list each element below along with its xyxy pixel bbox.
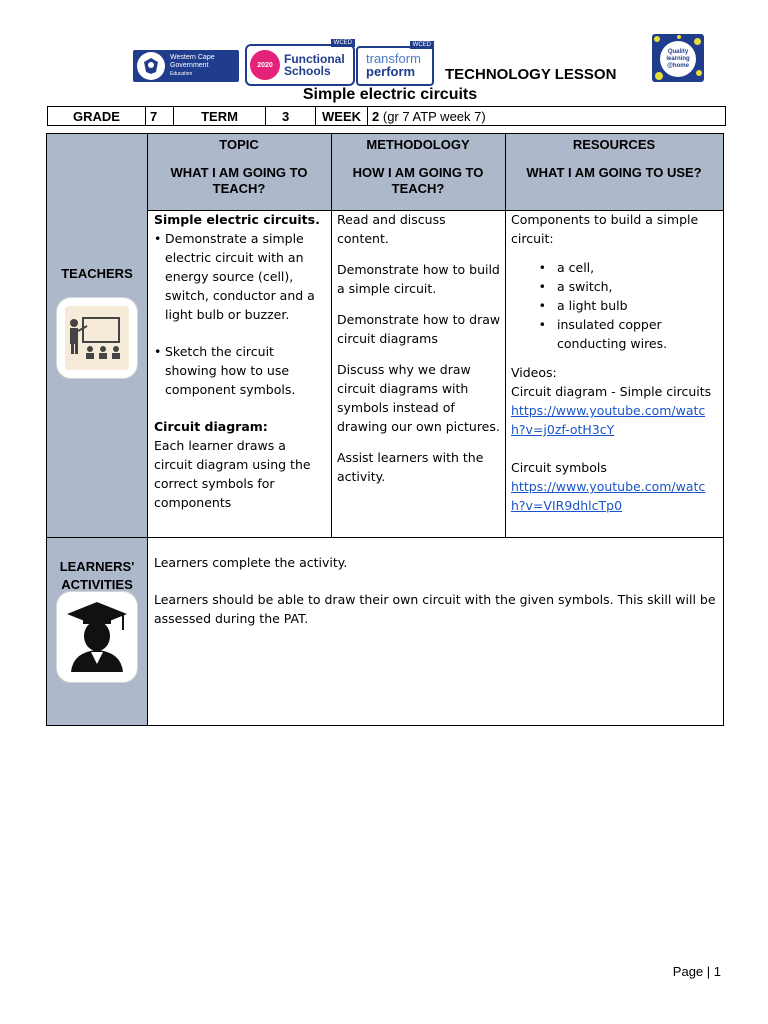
- learners-activities-cell: [154, 553, 716, 628]
- video-title: Circuit diagram - Simple circuits: [511, 384, 712, 399]
- page-number: Page | 1: [672, 964, 721, 979]
- component-item: a light bulb: [557, 298, 628, 313]
- logo-text: Western Cape: [170, 54, 215, 61]
- logo-text: Functional: [284, 52, 345, 66]
- page-title: Simple electric circuits: [302, 86, 478, 103]
- list-item: [511, 258, 719, 277]
- video-title: Circuit symbols: [511, 460, 607, 475]
- videos-label: Videos:: [511, 365, 557, 380]
- subject-heading: TECHNOLOGY LESSON: [445, 66, 617, 83]
- component-item: a switch,: [557, 279, 613, 294]
- logo-text: Government: [170, 62, 209, 69]
- topic-bullet: Demonstrate a simple electric circuit with an energy source (cell), switch, conductor and a light bulb or buzzer.: [165, 231, 315, 322]
- grade-label: GRADE: [48, 107, 146, 125]
- grade-value: 7: [146, 107, 174, 125]
- learners-text: Learners should be able to draw their own circuit with the given symbols. This skill will be assessed during the PAT.: [154, 592, 716, 626]
- column-header-resources: [505, 137, 723, 181]
- column-title: RESOURCES: [572, 137, 656, 152]
- western-cape-government-logo: [133, 50, 239, 82]
- year-badge: 2020: [250, 50, 280, 80]
- resources-cell: [511, 210, 719, 515]
- bullet-icon: •: [538, 279, 546, 294]
- transform-perform-logo: [356, 42, 434, 86]
- logo-text: Education: [170, 71, 193, 77]
- resources-intro: Components to build a simple circuit:: [511, 212, 699, 246]
- learners-row-label: LEARNERS' ACTIVITIES: [59, 559, 135, 592]
- video-link[interactable]: https://www.youtube.com/watch?v=VIR9dhlcTp0: [511, 479, 706, 513]
- methodology-item: Demonstrate how to build a simple circuit.: [337, 262, 500, 296]
- column-header-topic: [147, 137, 331, 197]
- wced-tag: WCED: [331, 39, 355, 47]
- wced-tag: WCED: [410, 41, 434, 49]
- learners-text: Learners complete the activity.: [154, 555, 348, 570]
- methodology-item: Assist learners with the activity.: [337, 450, 484, 484]
- column-subtitle: WHAT I AM GOING TO USE?: [526, 165, 702, 180]
- functional-schools-logo: [245, 40, 355, 86]
- logo-text: Quality learning @home: [660, 41, 696, 77]
- bullet-icon: •: [154, 231, 162, 246]
- components-list: [511, 258, 719, 353]
- column-title: TOPIC: [219, 137, 259, 152]
- bullet-icon: •: [538, 317, 546, 332]
- list-item: [154, 229, 326, 324]
- column-subtitle: HOW I AM GOING TO TEACH?: [352, 165, 484, 196]
- week-note: (gr 7 ATP week 7): [382, 108, 486, 124]
- component-item: insulated copper conducting wires.: [557, 317, 668, 351]
- methodology-item: Read and discuss content.: [337, 212, 446, 246]
- week-value: 2: [372, 108, 380, 124]
- logo-text: transform: [366, 51, 421, 66]
- coat-of-arms-icon: [137, 52, 165, 80]
- video-link[interactable]: https://www.youtube.com/watch?v=j0zf-otH3cY: [511, 403, 706, 437]
- term-value: 3: [266, 107, 316, 125]
- circuit-diagram-heading: Circuit diagram:: [154, 419, 268, 434]
- logo-text: perform: [366, 64, 416, 79]
- term-label: TERM: [174, 107, 266, 125]
- list-item: [511, 315, 719, 353]
- bullet-icon: •: [538, 298, 546, 313]
- list-item: [511, 296, 719, 315]
- topic-cell: [154, 210, 326, 512]
- topic-heading: Simple electric circuits.: [154, 212, 320, 227]
- teacher-presentation-icon: [57, 298, 137, 378]
- column-header-methodology: [331, 137, 505, 197]
- week-cell: [368, 107, 725, 125]
- circuit-diagram-text: Each learner draws a circuit diagram using the correct symbols for components: [154, 438, 311, 510]
- week-label: WEEK: [316, 107, 368, 125]
- column-title: METHODOLOGY: [366, 137, 470, 152]
- methodology-cell: [337, 210, 501, 486]
- teachers-row-label: TEACHERS: [61, 266, 133, 281]
- bullet-icon: •: [538, 260, 546, 275]
- methodology-item: Discuss why we draw circuit diagrams with symbols instead of drawing our own pictures.: [337, 362, 500, 434]
- quality-learning-at-home-logo: [652, 34, 704, 82]
- topic-bullet: Sketch the circuit showing how to use component symbols.: [165, 344, 296, 397]
- list-item: [511, 277, 719, 296]
- graduate-icon: [57, 592, 137, 682]
- bullet-icon: •: [154, 344, 162, 359]
- logo-text: Schools: [284, 64, 331, 78]
- methodology-item: Demonstrate how to draw circuit diagrams: [337, 312, 501, 346]
- column-subtitle: WHAT I AM GOING TO TEACH?: [170, 165, 308, 196]
- grade-term-week-row: [47, 106, 726, 126]
- list-item: [154, 342, 326, 399]
- lesson-table: [46, 133, 724, 726]
- component-item: a cell,: [557, 260, 595, 275]
